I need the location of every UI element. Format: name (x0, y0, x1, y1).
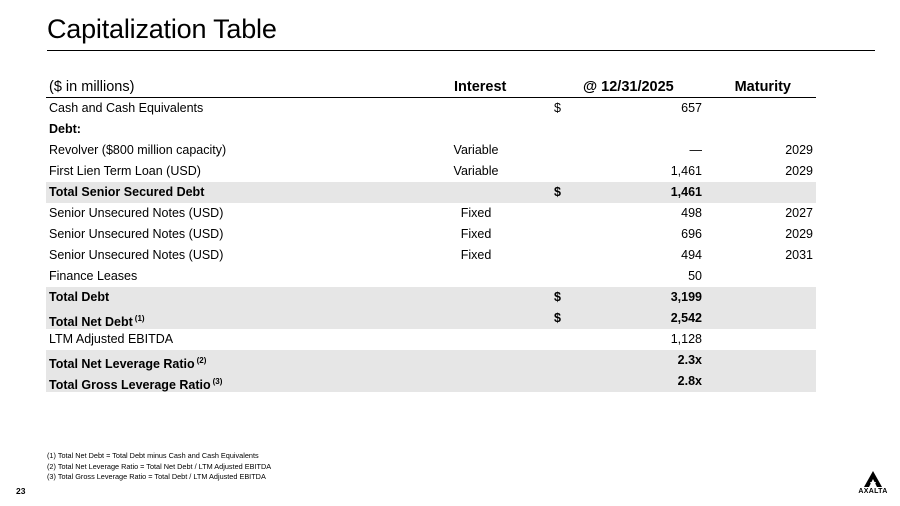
table-row (46, 329, 816, 350)
table-row (46, 350, 816, 371)
footnote-marker: (3) (212, 377, 223, 386)
axalta-logo (856, 471, 890, 499)
table-row (46, 308, 816, 329)
row-maturity: 2031 (785, 248, 813, 262)
row-label-cell (49, 224, 223, 245)
header-units: ($ in millions) (49, 79, 135, 95)
axalta-logo-icon (864, 471, 882, 487)
table-row (46, 98, 816, 119)
row-label-cell (49, 245, 223, 266)
page-number: 23 (16, 486, 26, 496)
table-row (46, 182, 816, 203)
header-maturity: Maturity (734, 79, 791, 95)
row-label: Finance Leases (49, 269, 138, 283)
row-amount: 1,461 (670, 185, 702, 199)
row-label: Cash and Cash Equivalents (49, 101, 204, 115)
table-row (46, 245, 816, 266)
row-label-cell (49, 266, 137, 287)
row-amount: 657 (681, 101, 702, 115)
row-amount: 696 (681, 227, 702, 241)
table-row (46, 371, 816, 392)
row-label-cell (49, 371, 222, 396)
row-maturity: 2027 (785, 206, 813, 220)
row-amount: 3,199 (670, 290, 702, 304)
row-currency-symbol: $ (554, 290, 561, 304)
row-label-cell (49, 140, 226, 161)
row-label: Senior Unsecured Notes (USD) (49, 227, 224, 241)
title-divider (47, 50, 875, 51)
row-amount: 494 (681, 248, 702, 262)
table-row (46, 119, 816, 140)
row-maturity: 2029 (785, 143, 813, 157)
row-label: Debt: (49, 122, 81, 136)
table-row (46, 266, 816, 287)
table-row (46, 224, 816, 245)
table-row (46, 140, 816, 161)
capitalization-table (46, 76, 816, 392)
row-amount: 2,542 (670, 311, 702, 325)
row-amount: 498 (681, 206, 702, 220)
row-label-cell (49, 98, 203, 119)
footnote-2: (2) Total Net Leverage Ratio = Total Net Debt / LTM Adjusted EBITDA (47, 461, 272, 471)
header-as-of-date: @ 12/31/2025 (583, 79, 674, 95)
row-currency-symbol: $ (554, 101, 561, 115)
header-interest: Interest (454, 79, 507, 95)
table-row (46, 161, 816, 182)
row-label-cell (49, 329, 173, 350)
row-amount: — (689, 143, 702, 157)
table-body (46, 98, 816, 392)
row-interest: Variable (453, 164, 499, 178)
row-interest: Fixed (460, 248, 492, 262)
footnote-1: (1) Total Net Debt = Total Debt minus Cash and Cash Equivalents (47, 451, 259, 460)
page-title: Capitalization Table (47, 14, 277, 44)
row-label-cell (49, 161, 201, 182)
footnote-marker: (2) (196, 356, 207, 365)
row-label: LTM Adjusted EBITDA (49, 332, 174, 346)
footnotes (47, 451, 271, 483)
row-amount: 1,461 (670, 164, 702, 178)
row-maturity: 2029 (785, 227, 813, 241)
row-label: Senior Unsecured Notes (USD) (49, 206, 224, 220)
row-maturity: 2029 (785, 164, 813, 178)
footnote-3: (3) Total Gross Leverage Ratio = Total Debt / LTM Adjusted EBITDA (47, 472, 266, 481)
row-currency-symbol: $ (554, 311, 561, 325)
row-amount: 2.8x (677, 374, 702, 388)
row-label: Total Net Leverage Ratio (49, 357, 195, 371)
row-amount: 2.3x (677, 353, 702, 367)
row-label: First Lien Term Loan (USD) (49, 164, 201, 178)
row-amount: 1,128 (670, 332, 702, 346)
row-amount: 50 (688, 269, 702, 283)
row-label: Total Senior Secured Debt (49, 185, 205, 199)
row-label: Revolver ($800 million capacity) (49, 143, 227, 157)
row-label: Total Gross Leverage Ratio (49, 378, 211, 392)
row-currency-symbol: $ (554, 185, 561, 199)
row-label: Total Net Debt (49, 315, 133, 329)
row-interest: Variable (453, 143, 499, 157)
footnote-marker: (1) (134, 314, 145, 323)
row-interest: Fixed (460, 227, 492, 241)
row-label-cell (49, 287, 109, 308)
table-row (46, 287, 816, 308)
logo-text: AXALTA (858, 488, 888, 495)
row-label: Senior Unsecured Notes (USD) (49, 248, 224, 262)
table-header (46, 76, 816, 98)
row-label-cell (49, 203, 223, 224)
row-label: Total Debt (49, 290, 110, 304)
table-row (46, 203, 816, 224)
row-label-cell (49, 119, 81, 140)
row-label-cell (49, 182, 204, 203)
row-interest: Fixed (460, 206, 492, 220)
